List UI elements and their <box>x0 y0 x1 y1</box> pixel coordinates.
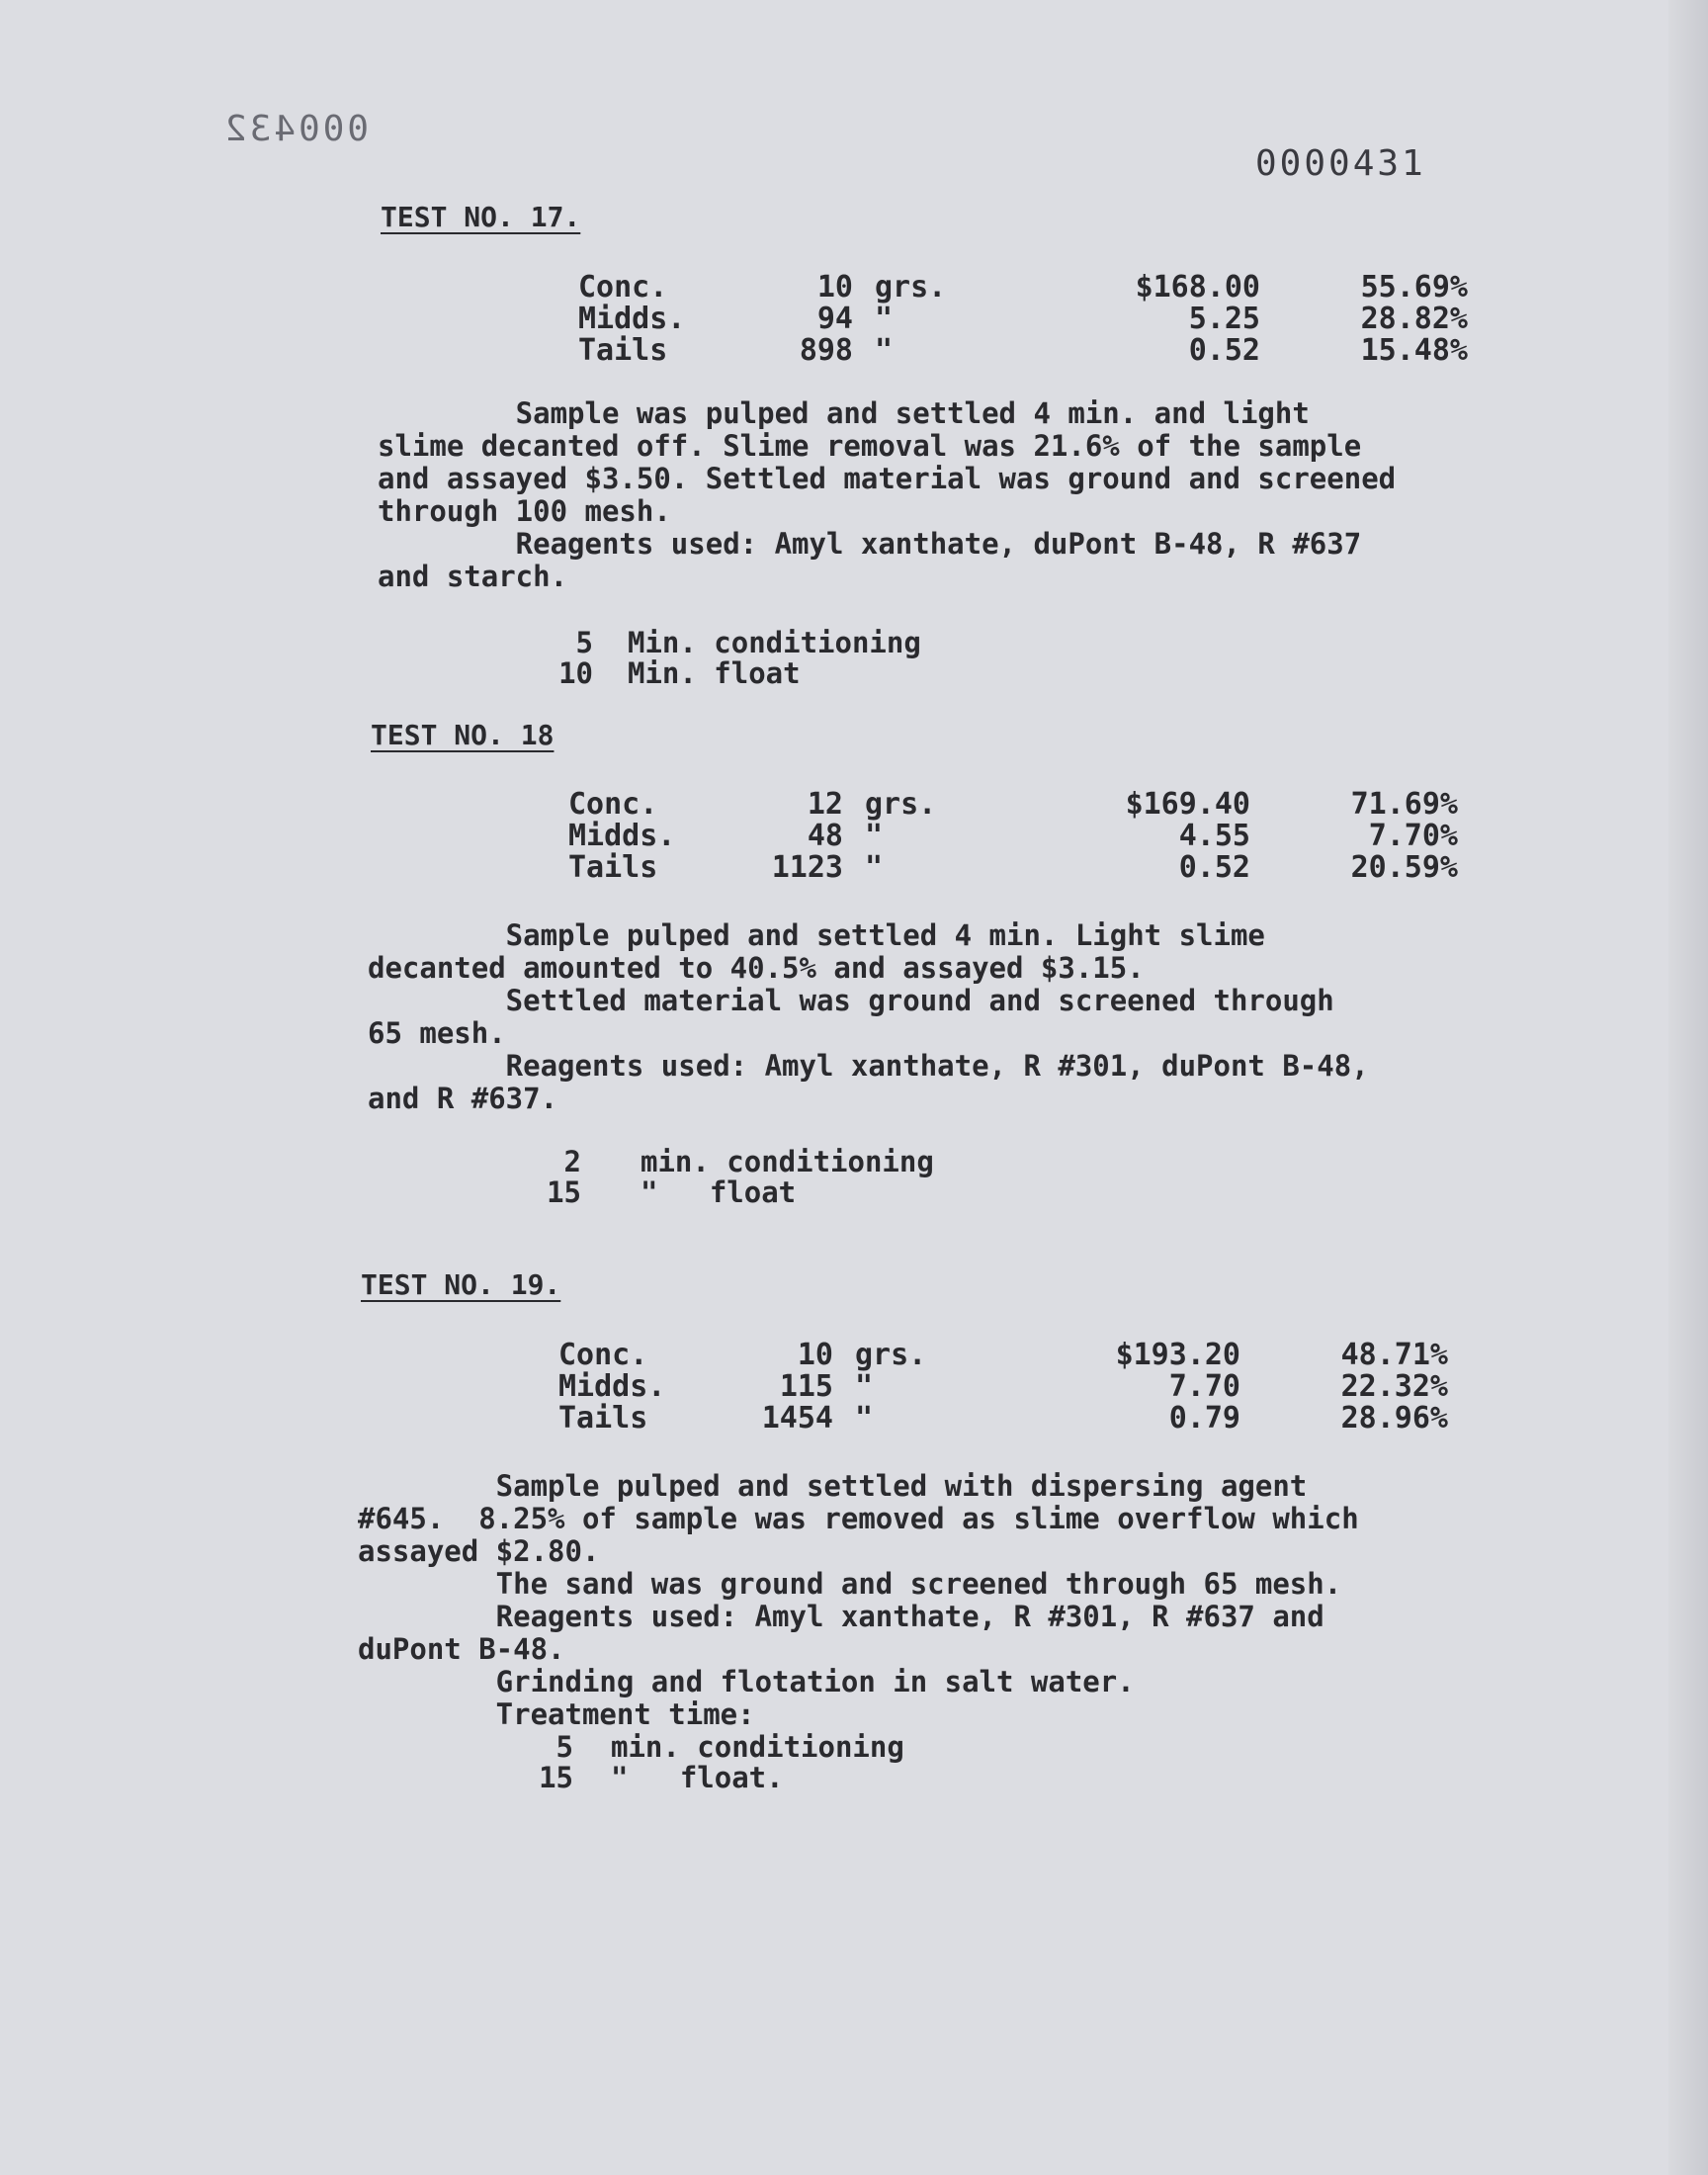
test-17-description: Sample was pulped and settled 4 min. and light slime decanted off. Slime removal was 21.6% of the sample and assayed $3.50. Settled material was ground and screened through 100 mesh. Reagents used: Amyl xanthate, duPont B-48, R #637 and starch. <box>378 396 1397 593</box>
weight-value: 10 <box>797 1338 833 1372</box>
assay-value: 0.79 <box>1168 1401 1240 1436</box>
percent-value: 48.71% <box>1340 1338 1448 1372</box>
percent-value: 22.32% <box>1340 1369 1448 1404</box>
assay-value: 7.70 <box>1168 1369 1240 1404</box>
product-label: Conc. <box>558 1338 648 1372</box>
test-17-heading: TEST NO. 17. <box>381 201 581 233</box>
weight-value: 115 <box>779 1369 833 1404</box>
test-18-heading: TEST NO. 18 <box>371 719 555 751</box>
weight-unit: grs. <box>875 270 947 304</box>
weight-value: 1123 <box>771 850 843 885</box>
product-label: Tails <box>558 1401 648 1436</box>
test-19-description: Sample pulped and settled with dispersing agent #645. 8.25% of sample was removed as slime overflow which assayed $2.80. The sand was ground and screened through 65 mesh. Reagents used: Amyl xanthate, R #301, R #637 and duPont B-48. Grinding and flotation in salt water. Treatment time: <box>358 1469 1359 1731</box>
weight-value: 48 <box>807 819 843 853</box>
assay-value: 0.52 <box>1188 333 1260 368</box>
treatment-time: 5 <box>575 626 593 659</box>
weight-value: 1454 <box>761 1401 833 1436</box>
treatment-step: min. conditioning <box>640 1145 934 1178</box>
assay-value: 5.25 <box>1188 302 1260 336</box>
page-edge-shadow <box>1668 0 1708 2175</box>
percent-value: 28.82% <box>1360 302 1468 336</box>
treatment-step: Min. conditioning <box>628 626 921 659</box>
weight-value: 898 <box>799 333 853 368</box>
treatment-time: 10 <box>558 656 593 690</box>
weight-unit: " <box>865 850 884 885</box>
percent-value: 20.59% <box>1350 850 1458 885</box>
weight-value: 12 <box>807 787 843 822</box>
product-label: Conc. <box>578 270 668 304</box>
treatment-time: 5 <box>555 1730 573 1764</box>
weight-unit: " <box>875 302 894 336</box>
weight-unit: " <box>855 1401 874 1436</box>
weight-unit: " <box>865 819 884 853</box>
percent-value: 28.96% <box>1340 1401 1448 1436</box>
percent-value: 55.69% <box>1360 270 1468 304</box>
treatment-time: 15 <box>547 1175 581 1209</box>
mirrored-page-number: 000432 <box>222 109 370 149</box>
assay-value: 4.55 <box>1178 819 1250 853</box>
product-label: Conc. <box>568 787 658 822</box>
product-label: Midds. <box>578 302 686 336</box>
treatment-step: " float <box>640 1175 797 1209</box>
product-label: Tails <box>568 850 658 885</box>
assay-value: $193.20 <box>1115 1338 1240 1372</box>
product-label: Midds. <box>558 1369 666 1404</box>
assay-value: $168.00 <box>1135 270 1260 304</box>
weight-unit: " <box>855 1369 874 1404</box>
page-number: 0000431 <box>1255 143 1426 184</box>
test-18-description: Sample pulped and settled 4 min. Light slime decanted amounted to 40.5% and assayed $3.15. Settled material was ground and screened through 65 mesh. Reagents used: Amyl xanthate, R #301, duPont B-48, and R #637. <box>368 918 1369 1115</box>
assay-value: $169.40 <box>1125 787 1250 822</box>
weight-unit: grs. <box>865 787 937 822</box>
assay-value: 0.52 <box>1178 850 1250 885</box>
product-label: Tails <box>578 333 668 368</box>
treatment-step: " float. <box>611 1761 784 1794</box>
weight-unit: " <box>875 333 894 368</box>
test-19-heading: TEST NO. 19. <box>361 1268 561 1301</box>
treatment-time: 2 <box>563 1145 581 1178</box>
product-label: Midds. <box>568 819 676 853</box>
treatment-step: min. conditioning <box>611 1730 904 1764</box>
weight-value: 94 <box>816 302 853 336</box>
percent-value: 15.48% <box>1360 333 1468 368</box>
treatment-step: Min. float <box>628 656 801 690</box>
percent-value: 7.70% <box>1368 819 1458 853</box>
weight-value: 10 <box>816 270 853 304</box>
percent-value: 71.69% <box>1350 787 1458 822</box>
treatment-time: 15 <box>539 1761 573 1794</box>
weight-unit: grs. <box>855 1338 927 1372</box>
